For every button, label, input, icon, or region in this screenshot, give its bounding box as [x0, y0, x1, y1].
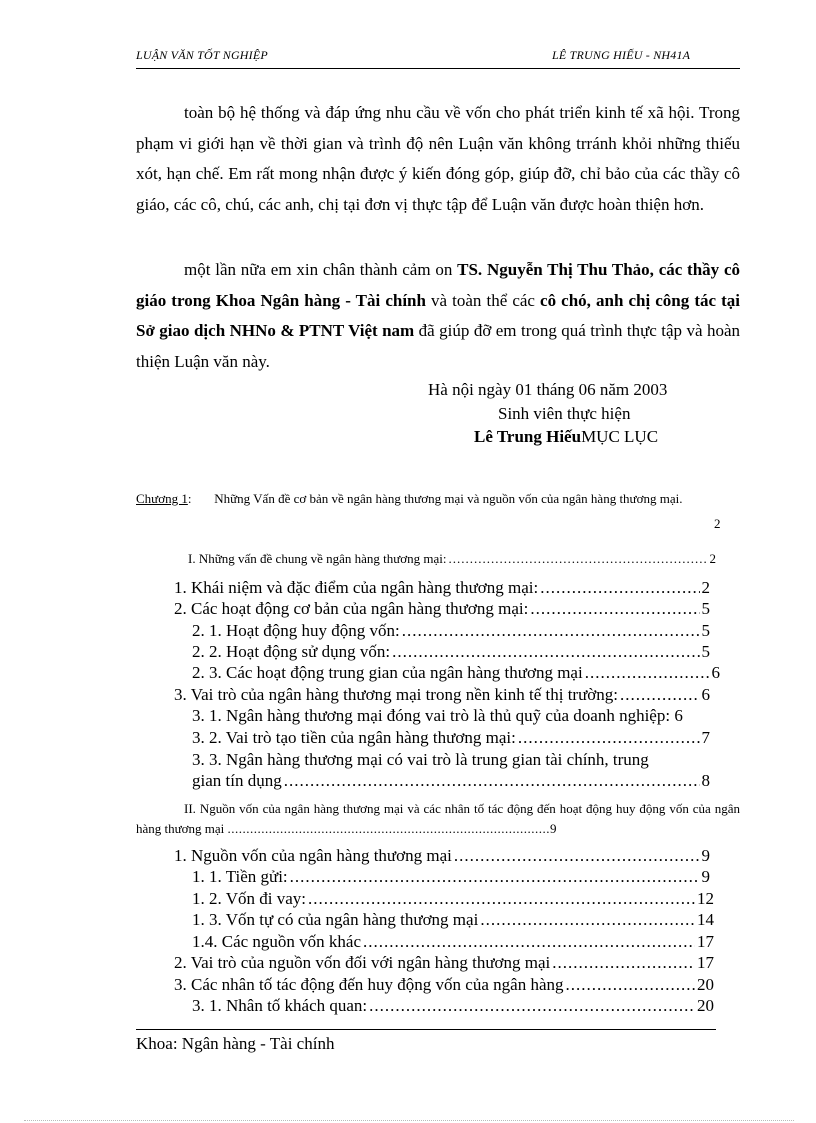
toc-leader-dots [449, 551, 708, 567]
toc-title: MỤC LỤC [581, 427, 659, 446]
signature-role: Sinh viên thực hiện [498, 404, 631, 423]
toc-leader-dots [308, 889, 695, 909]
toc-entry-text: 2. Các hoạt động cơ bản của ngân hàng thương mại: [174, 599, 529, 618]
toc-leader-dots [540, 578, 699, 598]
signature-name-line [474, 427, 658, 447]
toc-leader-dots: ...................................................................................... [227, 821, 551, 836]
toc-entry-page: 9 [701, 867, 710, 886]
toc-row[interactable] [192, 889, 714, 909]
footer-text: Khoa: Ngân hàng - Tài chính [136, 1034, 335, 1053]
toc-entry-text: 1. Khái niệm và đặc điểm của ngân hàng thương mại: [174, 578, 539, 597]
toc-leader-dots [392, 642, 699, 662]
toc-entry-page: 20 [697, 996, 714, 1015]
p2-bold-b: TS. Nguyễn Thị Thu Thảo, các thầy cô giáo trong Khoa Ngân hàng - Tài chính [136, 260, 740, 310]
toc-entry-text: 2. 1. Hoạt động huy động vốn: [192, 621, 400, 640]
toc-row[interactable] [192, 771, 710, 791]
toc-section-2[interactable] [136, 799, 740, 839]
toc-entry-page: 6 [701, 685, 710, 704]
toc-leader-dots [530, 599, 699, 619]
toc-entry-text: I. Những vấn đề chung về ngân hàng thương mại: [188, 551, 447, 566]
toc-row[interactable] [192, 750, 710, 770]
toc-row[interactable] [174, 953, 714, 973]
toc-chapter-1-sep: : [187, 491, 192, 506]
p2-bold-d: cô chó, anh chị công tác tại Sở giao dịch NHNo & PTNT Việt nam [136, 290, 740, 340]
toc-entry-text: 1. Nguồn vốn của ngân hàng thương mại [174, 846, 452, 865]
toc-entry-text: 2. 2. Hoạt động sử dụng vốn: [192, 642, 391, 661]
toc-entry-page: 6 [711, 663, 720, 682]
toc-row[interactable] [188, 551, 716, 567]
toc-entry-page: 6 [674, 706, 683, 725]
toc-row[interactable] [192, 663, 720, 683]
toc-leader-dots [620, 685, 699, 705]
toc-entry-page: 12 [697, 889, 714, 908]
toc-entry-text: 1.4. Các nguồn vốn khác [192, 932, 362, 951]
toc-entry-text: 3. 3. Ngân hàng thương mại có vai trò là trung gian tài chính, trung [192, 750, 649, 769]
toc-leader-dots [290, 867, 700, 887]
toc-entry-text: 3. Các nhân tố tác động đến huy động vốn của ngân hàng [174, 975, 564, 994]
running-header-left: LUẬN VĂN TỐT NGHIỆP [136, 48, 268, 62]
toc-entry-page: 20 [697, 975, 714, 994]
toc-entry-text: 3. 1. Ngân hàng thương mại đóng vai trò là thủ quỹ của doanh nghiệp: [192, 706, 671, 725]
paragraph-2 [136, 255, 740, 377]
toc-chapter-1-page: 2 [714, 516, 721, 531]
toc-entry-page: 14 [697, 910, 714, 929]
toc-chapter-1-label[interactable]: Chương 1 [136, 491, 188, 506]
toc-entry-text: 2. 3. Các hoạt động trung gian của ngân hàng thương mại [192, 663, 583, 682]
toc-section-2-page: 9 [550, 821, 557, 836]
toc-leader-dots [585, 663, 710, 683]
paragraph-1: toàn bộ hệ thống và đáp ứng nhu cầu về vốn cho phát triển kinh tế xã hội. Trong phạm vi giới hạn về thời gian và trình độ nên Luận văn không trránh khỏi những thiếu xót, hạn chế. Em rất mong nhận được ý kiến đóng góp, giúp đỡ, chỉ bảo của các thầy cô giáo, các cô, chú, các anh, chị tại đơn vị thực tập để Luận văn được hoàn thiện hơn. [136, 103, 740, 214]
toc-entry-page: 5 [701, 642, 710, 661]
toc-entry-page: 5 [701, 621, 710, 640]
toc-leader-dots [284, 771, 700, 791]
p2-text-a: một lần nữa em xin chân thành cảm on [184, 260, 458, 279]
toc-leader-dots [363, 932, 695, 952]
toc-leader-dots [454, 846, 700, 866]
toc-entry-page: 17 [697, 953, 714, 972]
toc-row[interactable] [192, 932, 714, 952]
toc-row[interactable] [174, 846, 710, 866]
toc-row[interactable] [192, 621, 710, 641]
toc-entry-page: 2 [701, 578, 710, 597]
toc-leader-dots [402, 621, 700, 641]
toc-entry-text: 3. 1. Nhân tố khách quan: [192, 996, 368, 1015]
toc-row[interactable] [174, 578, 710, 598]
toc-entry-page: 17 [697, 932, 714, 951]
toc-entry-page: 2 [709, 551, 716, 566]
signature-date: Hà nội ngày 01 tháng 06 năm 2003 [428, 380, 668, 399]
toc-entry-text: 3. 2. Vai trò tạo tiền của ngân hàng thương mại: [192, 728, 516, 747]
toc-row[interactable] [174, 685, 710, 705]
toc-entry-text: gian tín dụng [192, 771, 282, 790]
toc-leader-dots [552, 953, 695, 973]
toc-entry-page: 8 [701, 771, 710, 790]
toc-entry-text: 1. 1. Tiền gửi: [192, 867, 288, 886]
toc-row[interactable] [192, 642, 710, 662]
toc-row[interactable] [192, 867, 710, 887]
toc-entry-text: 2. Vai trò của nguồn vốn đối với ngân hàng thương mại [174, 953, 551, 972]
page-bottom-border [24, 1120, 794, 1121]
toc-leader-dots [566, 975, 696, 995]
toc-entry-text: 3. Vai trò của ngân hàng thương mại trong nền kinh tế thị trường: [174, 685, 619, 704]
toc-chapter-1-title: Những Vấn đề cơ bản về ngân hàng thương mại và nguồn vốn của ngân hàng thương mại. [214, 491, 683, 506]
toc-entry-page: 5 [701, 599, 710, 618]
toc-row[interactable] [174, 599, 710, 619]
toc-leader-dots [480, 910, 695, 930]
toc-row[interactable] [192, 996, 714, 1016]
running-header-right: LÊ TRUNG HIẾU - NH41A [552, 48, 691, 62]
toc-entry-text: 1. 2. Vốn đi vay: [192, 889, 306, 908]
toc-row[interactable] [192, 728, 710, 748]
toc-chapter-1 [136, 486, 740, 531]
p2-text-c: và toàn thể các [425, 290, 541, 310]
toc-section-2-text: II. Nguồn vốn của ngân hàng thương mại và các nhân tố tác động đến hoạt động huy động vốn của ngân hàng thương mại [136, 801, 740, 836]
toc-leader-dots [369, 996, 695, 1016]
footer-rule [136, 1029, 716, 1030]
toc-entry-page: 7 [701, 728, 710, 747]
p2-text-e: đã giúp đỡ em trong quá trình thực tập và hoàn thiện Luận văn này. [136, 321, 741, 371]
toc-leader-dots [518, 728, 700, 748]
toc-entry-text: 1. 3. Vốn tự có của ngân hàng thương mại [192, 910, 479, 929]
toc-row[interactable] [192, 706, 748, 726]
header-rule [136, 68, 740, 69]
signature-name: Lê Trung Hiếu [474, 427, 582, 446]
toc-row[interactable] [192, 910, 714, 930]
toc-entry-page: 9 [701, 846, 710, 865]
toc-row[interactable] [174, 975, 714, 995]
